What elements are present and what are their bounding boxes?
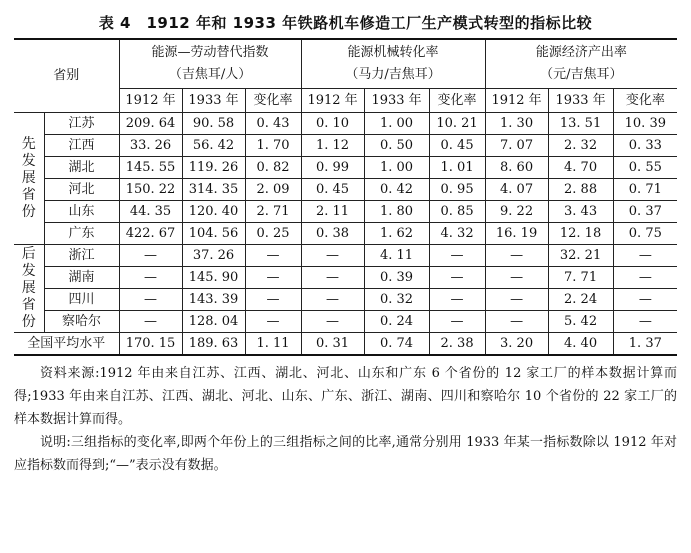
province-name: 江西: [44, 135, 119, 157]
subcol-change: 变化率: [245, 89, 301, 113]
value-cell: 1. 11: [245, 333, 301, 356]
subcol-1912: 1912 年: [485, 89, 548, 113]
province-name: 湖南: [44, 267, 119, 289]
value-cell: 37. 26: [182, 245, 245, 267]
province-name: 察哈尔: [44, 311, 119, 333]
group-header-energy-mechanical: [301, 39, 485, 89]
province-name: 河北: [44, 179, 119, 201]
header-row-groups: [14, 39, 677, 89]
value-cell: —: [429, 267, 485, 289]
value-cell: —: [245, 267, 301, 289]
group-name: 能源—劳动替代指数: [151, 45, 269, 60]
group-unit: （马力/吉焦耳）: [345, 67, 441, 82]
value-cell: 9. 22: [485, 201, 548, 223]
value-cell: 56. 42: [182, 135, 245, 157]
value-cell: —: [485, 289, 548, 311]
value-cell: 0. 75: [613, 223, 677, 245]
section-label: [14, 245, 44, 333]
value-cell: 0. 82: [245, 157, 301, 179]
value-cell: 7. 71: [548, 267, 613, 289]
value-cell: 314. 35: [182, 179, 245, 201]
value-cell: —: [119, 311, 182, 333]
value-cell: 0. 37: [613, 201, 677, 223]
value-cell: 3. 43: [548, 201, 613, 223]
value-cell: —: [119, 267, 182, 289]
subcol-change: 变化率: [613, 89, 677, 113]
value-cell: 0. 43: [245, 113, 301, 135]
value-cell: 209. 64: [119, 113, 182, 135]
value-cell: 4. 32: [429, 223, 485, 245]
value-cell: 189. 63: [182, 333, 245, 356]
explanation-note: 说明:三组指标的变化率,即两个年份上的三组指标之间的比率,通常分别用 1933 年某一指标数除以 1912 年对应指标数而得到;“—”表示没有数据。: [14, 435, 677, 473]
province-name: 广东: [44, 223, 119, 245]
value-cell: 145. 55: [119, 157, 182, 179]
table-row: [14, 157, 677, 179]
value-cell: 1. 01: [429, 157, 485, 179]
value-cell: 0. 50: [364, 135, 429, 157]
value-cell: 2. 38: [429, 333, 485, 356]
group-name: 能源经济产出率: [535, 45, 627, 60]
value-cell: 1. 80: [364, 201, 429, 223]
value-cell: 5. 42: [548, 311, 613, 333]
value-cell: 8. 60: [485, 157, 548, 179]
group-name: 能源机械转化率: [347, 45, 439, 60]
subcol-1912: 1912 年: [301, 89, 364, 113]
value-cell: 143. 39: [182, 289, 245, 311]
section-label: [14, 113, 44, 245]
value-cell: —: [301, 267, 364, 289]
province-name: 江苏: [44, 113, 119, 135]
value-cell: 170. 15: [119, 333, 182, 356]
value-cell: 4. 11: [364, 245, 429, 267]
value-cell: 4. 40: [548, 333, 613, 356]
table-row: [14, 245, 677, 267]
value-cell: 1. 70: [245, 135, 301, 157]
value-cell: 0. 32: [364, 289, 429, 311]
notes: [14, 362, 677, 477]
value-cell: —: [613, 245, 677, 267]
value-cell: 1. 00: [364, 113, 429, 135]
value-cell: 0. 95: [429, 179, 485, 201]
value-cell: —: [613, 289, 677, 311]
table-row: [14, 179, 677, 201]
value-cell: 0. 85: [429, 201, 485, 223]
value-cell: 0. 39: [364, 267, 429, 289]
value-cell: 16. 19: [485, 223, 548, 245]
value-cell: 2. 09: [245, 179, 301, 201]
value-cell: —: [301, 311, 364, 333]
subcol-1912: 1912 年: [119, 89, 182, 113]
group-unit: （元/吉焦耳）: [540, 67, 623, 82]
average-label: 全国平均水平: [14, 333, 119, 356]
province-name: 四川: [44, 289, 119, 311]
value-cell: —: [119, 245, 182, 267]
value-cell: 2. 71: [245, 201, 301, 223]
value-cell: 4. 70: [548, 157, 613, 179]
value-cell: 44. 35: [119, 201, 182, 223]
source-note: 资料来源:1912 年由来自江苏、江西、湖北、河北、山东和广东 6 个省份的 12 家工厂的样本数据计算而得;1933 年由来自江苏、江西、湖北、河北、山东、广东、浙江、湖南、四川和察哈尔 10 个省份的 22 家工厂的样本数据计算而得。: [14, 366, 677, 427]
table-row: [14, 311, 677, 333]
table-row: [14, 135, 677, 157]
value-cell: 1. 30: [485, 113, 548, 135]
value-cell: —: [429, 289, 485, 311]
value-cell: 10. 39: [613, 113, 677, 135]
group-unit: （吉焦耳/人）: [168, 67, 252, 82]
value-cell: 0. 25: [245, 223, 301, 245]
value-cell: 0. 42: [364, 179, 429, 201]
value-cell: 32. 21: [548, 245, 613, 267]
province-name: 浙江: [44, 245, 119, 267]
value-cell: 4. 07: [485, 179, 548, 201]
value-cell: 119. 26: [182, 157, 245, 179]
value-cell: 1. 12: [301, 135, 364, 157]
value-cell: 1. 00: [364, 157, 429, 179]
value-cell: —: [301, 289, 364, 311]
value-cell: 1. 62: [364, 223, 429, 245]
table-row: [14, 289, 677, 311]
value-cell: 0. 24: [364, 311, 429, 333]
value-cell: 0. 71: [613, 179, 677, 201]
value-cell: 128. 04: [182, 311, 245, 333]
table-row: [14, 267, 677, 289]
group-header-energy-economic: [485, 39, 677, 89]
value-cell: 0. 55: [613, 157, 677, 179]
value-cell: —: [429, 245, 485, 267]
table-row: [14, 201, 677, 223]
value-cell: 145. 90: [182, 267, 245, 289]
value-cell: 150. 22: [119, 179, 182, 201]
value-cell: 0. 10: [301, 113, 364, 135]
value-cell: —: [485, 311, 548, 333]
value-cell: —: [429, 311, 485, 333]
value-cell: —: [485, 245, 548, 267]
value-cell: 10. 21: [429, 113, 485, 135]
value-cell: 13. 51: [548, 113, 613, 135]
value-cell: —: [245, 289, 301, 311]
subcol-1933: 1933 年: [364, 89, 429, 113]
value-cell: —: [245, 311, 301, 333]
table-title: 表 4 1912 年和 1933 年铁路机车修造工厂生产模式转型的指标比较: [98, 14, 593, 32]
value-cell: —: [485, 267, 548, 289]
average-row: [14, 333, 677, 356]
value-cell: 7. 07: [485, 135, 548, 157]
value-cell: 33. 26: [119, 135, 182, 157]
value-cell: 2. 32: [548, 135, 613, 157]
value-cell: 1. 37: [613, 333, 677, 356]
value-cell: 0. 45: [301, 179, 364, 201]
value-cell: —: [613, 311, 677, 333]
subcol-1933: 1933 年: [182, 89, 245, 113]
value-cell: —: [245, 245, 301, 267]
subcol-change: 变化率: [429, 89, 485, 113]
table-row: [14, 113, 677, 135]
value-cell: 0. 99: [301, 157, 364, 179]
subcol-1933: 1933 年: [548, 89, 613, 113]
value-cell: 0. 45: [429, 135, 485, 157]
group-header-energy-labor: [119, 39, 301, 89]
value-cell: 12. 18: [548, 223, 613, 245]
table-row: [14, 223, 677, 245]
value-cell: —: [613, 267, 677, 289]
value-cell: 0. 74: [364, 333, 429, 356]
province-name: 山东: [44, 201, 119, 223]
section-label-text: 后发展省份: [21, 246, 36, 330]
value-cell: 422. 67: [119, 223, 182, 245]
value-cell: 0. 38: [301, 223, 364, 245]
section-label-text: 先发展省份: [21, 136, 36, 220]
value-cell: 3. 20: [485, 333, 548, 356]
data-table: [14, 38, 677, 356]
province-name: 湖北: [44, 157, 119, 179]
value-cell: 0. 31: [301, 333, 364, 356]
province-header: 省别: [14, 39, 119, 113]
value-cell: 2. 11: [301, 201, 364, 223]
value-cell: 2. 88: [548, 179, 613, 201]
value-cell: —: [301, 245, 364, 267]
value-cell: 2. 24: [548, 289, 613, 311]
value-cell: 90. 58: [182, 113, 245, 135]
value-cell: 104. 56: [182, 223, 245, 245]
value-cell: —: [119, 289, 182, 311]
value-cell: 0. 33: [613, 135, 677, 157]
value-cell: 120. 40: [182, 201, 245, 223]
